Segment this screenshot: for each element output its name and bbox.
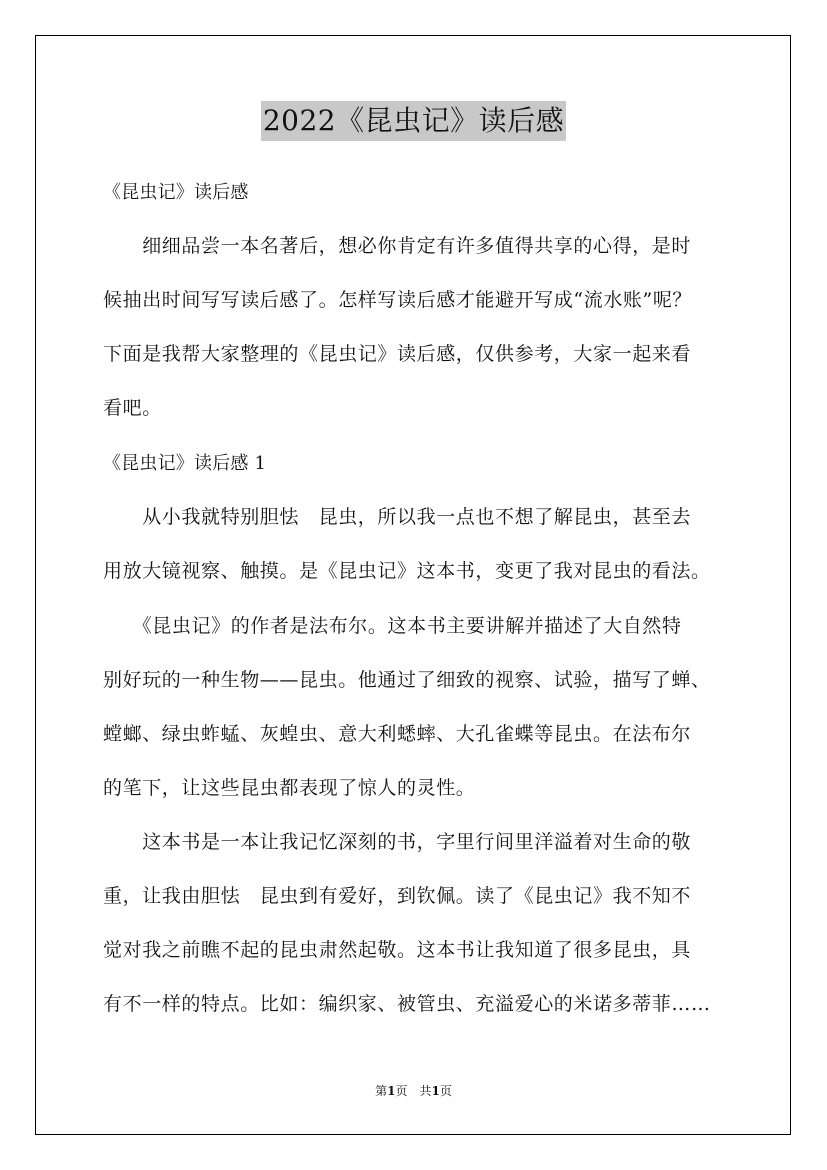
footer-total-pages: 1	[431, 1084, 440, 1098]
paragraph-line: 看吧。	[103, 397, 162, 419]
paragraph-line: 从小我就特别胆怯 昆虫，所以我一点也不想了解昆虫，甚至去	[103, 506, 692, 528]
paragraph-line: 这本书是一本让我记忆深刻的书，字里行间里洋溢着对生命的敬	[103, 831, 692, 853]
footer-page-number: 1	[387, 1084, 396, 1098]
document-title-block	[0, 101, 827, 141]
paragraph-line: 螳螂、绿虫蚱蜢、灰蝗虫、意大利蟋蟀、大孔雀蝶等昆虫。在法布尔	[103, 723, 692, 745]
paragraph-line: 有不一样的特点。比如：编织家、被管虫、充溢爱心的米诺多蒂菲……	[103, 993, 711, 1015]
paragraph-line: 的笔下，让这些昆虫都表现了惊人的灵性。	[103, 777, 476, 799]
paragraph-line: 候抽出时间写写读后感了。怎样写读后感才能避开写成“流水账”呢？	[103, 289, 693, 311]
paragraph-line: 用放大镜视察、触摸。是《昆虫记》这本书，变更了我对昆虫的看法。	[103, 560, 711, 582]
section-heading: 《昆虫记》读后感	[103, 182, 249, 203]
footer-prefix: 第	[375, 1084, 388, 1098]
footer-suffix: 页	[439, 1084, 452, 1098]
page-footer	[0, 1082, 827, 1100]
document-title: 2022《昆虫记》读后感	[261, 101, 566, 141]
paragraph-line: 细细品尝一本名著后，想必你肯定有许多值得共享的心得，是时	[103, 235, 692, 257]
paragraph-line: 别好玩的一种生物——昆虫。他通过了细致的视察、试验，描写了蝉、	[103, 669, 711, 691]
section-heading: 《昆虫记》读后感 1	[103, 453, 267, 474]
paragraph-line: 下面是我帮大家整理的《昆虫记》读后感，仅供参考，大家一起来看	[103, 343, 692, 365]
footer-middle: 页 共	[395, 1084, 432, 1098]
paragraph-line: 《昆虫记》的作者是法布尔。这本书主要讲解并描述了大自然特	[103, 615, 682, 637]
paragraph-line: 重，让我由胆怯 昆虫到有爱好，到钦佩。读了《昆虫记》我不知不	[103, 885, 692, 907]
paragraph-line: 觉对我之前瞧不起的昆虫肃然起敬。这本书让我知道了很多昆虫，具	[103, 939, 692, 961]
